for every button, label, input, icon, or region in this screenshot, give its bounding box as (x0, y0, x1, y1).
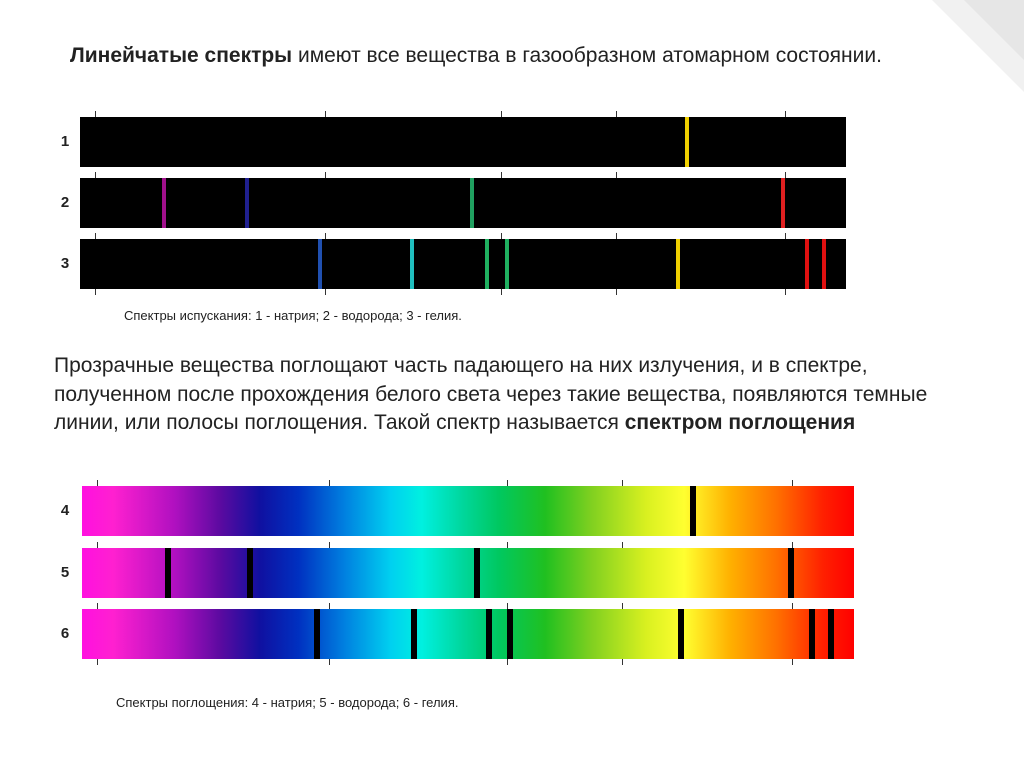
scale-tick (792, 603, 793, 609)
spectral-line (788, 548, 794, 598)
spectrum-row-label: 6 (60, 625, 70, 642)
scale-tick (329, 659, 330, 665)
spectral-line (809, 609, 815, 659)
paragraph-bold-term: спектром поглощения (624, 411, 856, 434)
scale-tick (329, 603, 330, 609)
spectrum-row-label: 5 (60, 564, 70, 581)
spectral-line (247, 548, 253, 598)
spectral-line (411, 609, 417, 659)
scale-tick (329, 542, 330, 548)
spectral-line (165, 548, 171, 598)
scale-tick (507, 542, 508, 548)
scale-tick (622, 659, 623, 665)
spectrum-row-label: 3 (60, 255, 70, 272)
spectral-line (486, 609, 492, 659)
scale-tick (329, 480, 330, 486)
spectral-line (828, 609, 834, 659)
absorption-caption: Спектры поглощения: 4 - натрия; 5 - водорода; 6 - гелия. (116, 695, 459, 710)
scale-tick (622, 603, 623, 609)
scale-tick (97, 603, 98, 609)
scale-tick (97, 480, 98, 486)
scale-tick (507, 603, 508, 609)
spectral-line (690, 486, 696, 536)
spectral-line (678, 609, 684, 659)
spectrum-row-label: 1 (60, 133, 70, 150)
scale-tick (622, 542, 623, 548)
absorption-spectrum-strip (82, 486, 854, 536)
scale-tick (622, 480, 623, 486)
scale-tick (507, 659, 508, 665)
scale-tick (507, 480, 508, 486)
spectrum-row-label: 4 (60, 502, 70, 519)
absorption-spectrum-strip (82, 609, 854, 659)
scale-tick (97, 659, 98, 665)
scale-tick (97, 542, 98, 548)
heading-bold-term: Линейчатые спектры (70, 44, 293, 67)
scale-tick (792, 542, 793, 548)
scale-tick (792, 480, 793, 486)
spectral-line (507, 609, 513, 659)
scale-tick (792, 659, 793, 665)
spectrum-row-label: 2 (60, 194, 70, 211)
spectral-line (474, 548, 480, 598)
absorption-spectrum-strip (82, 548, 854, 598)
heading-rest: имеют все вещества в газообразном атомарном состоянии. (292, 44, 882, 67)
emission-caption: Спектры испускания: 1 - натрия; 2 - водорода; 3 - гелия. (124, 308, 462, 323)
spectral-line (314, 609, 320, 659)
paragraph-text: Прозрачные вещества поглощают часть падающего на них излучения, и в спектре, полученном после прохождения белого света через такие вещества, появляются темные линии, или полосы поглощения. Такой спектр называется (54, 354, 928, 434)
